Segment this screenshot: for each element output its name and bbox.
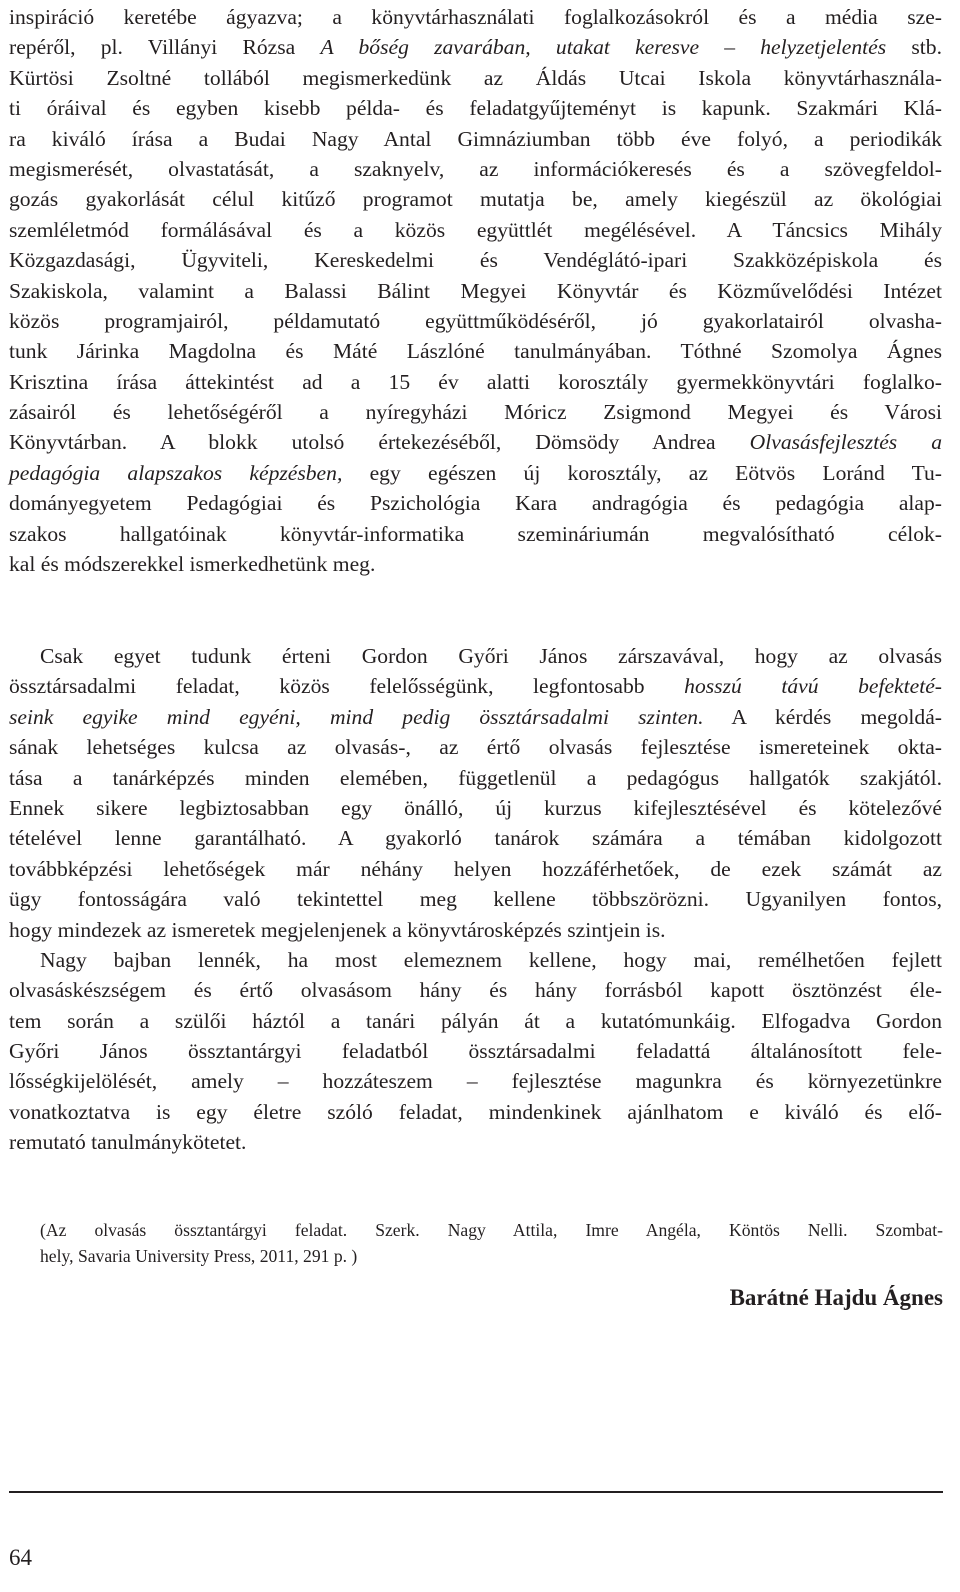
italic-text: Olvasásfejlesztés a — [749, 430, 942, 455]
paragraph-1-line — [9, 154, 942, 184]
paragraph-1-line — [9, 427, 942, 457]
paragraph-2-line — [9, 732, 942, 762]
paragraph-1-line — [9, 32, 942, 62]
footer-rule — [9, 1491, 943, 1493]
text-run: egy egészen új korosztály, az Eötvös Loránd Tu- — [342, 460, 942, 485]
citation-text — [40, 1217, 943, 1269]
text-run: stb. — [886, 35, 942, 60]
text-run: A kérdés megoldá- — [703, 704, 942, 729]
text-run: Közgazdasági, Ügyviteli, Kereskedelmi és Vendéglátó-ipari Szakközépiskola és — [9, 248, 942, 273]
paragraph-2-line — [9, 823, 942, 853]
text-run: továbbképzési lehetőségek már néhány helyen hozzáférhetőek, de ezek számát az — [9, 856, 942, 881]
text-run: vonatkoztatva is egy életre szóló feladat, mindenkinek ajánlhatom e kiváló és elő- — [9, 1099, 942, 1124]
text-run: szemléletmód formálásával és a közös együttlét megélésével. A Táncsics Mihály — [9, 217, 942, 242]
paragraph-3-line — [9, 975, 942, 1005]
review-author: Barátné Hajdu Ágnes — [729, 1285, 943, 1310]
paragraph-3-line — [9, 1006, 942, 1036]
body-text-block-2 — [9, 641, 942, 1158]
paragraph-2-line — [9, 915, 942, 945]
italic-text: seink egyike mind egyéni, mind pedig össztársadalmi szinten. — [9, 704, 704, 729]
paragraph-1-line — [9, 488, 942, 518]
text-run: tunk Járinka Magdolna és Máté Lászlóné tanulmányában. Tóthné Szomolya Ágnes — [9, 339, 942, 364]
paragraph-1-line — [9, 2, 942, 32]
paragraph-1-line — [9, 245, 942, 275]
text-run: Krisztina írása áttekintést ad a 15 év alatti korosztály gyermekkönyvtári foglalko- — [9, 369, 942, 394]
paragraph-1-line — [9, 458, 942, 488]
page-number: 64 — [9, 1545, 32, 1570]
paragraph-3-line — [9, 1127, 942, 1157]
text-run: lősségkijelölését, amely – hozzáteszem – fejlesztése magunkra és környezetünkre — [9, 1069, 942, 1094]
italic-text: hosszú távú befektеté- — [684, 674, 942, 699]
paragraph-1 — [9, 2, 942, 579]
text-run: Győri János össztantárgyi feladatból össztársadalmi feladattá általánosított fele- — [9, 1039, 942, 1064]
paragraph-2-line — [9, 641, 942, 671]
paragraph-1-line — [9, 397, 942, 427]
text-run: közös programjairól, példamutató együttműködéséről, jó gyakorlatairól olvasha- — [9, 308, 942, 333]
paragraph-2-line — [9, 884, 942, 914]
paragraph-2-line — [9, 793, 942, 823]
paragraph-1-line — [9, 184, 942, 214]
paragraph-2-line — [9, 671, 942, 701]
citation-line — [40, 1243, 943, 1269]
text-run: gozás gyakorlását célul kitűző programot mutatja be, amely kiegészül az ökológiai — [9, 187, 942, 212]
text-run: tem során a szülői háztól a tanári pályán át a kutatómunkáig. Elfogadva Gordon — [9, 1008, 942, 1033]
paragraph-1-line — [9, 93, 942, 123]
text-run: inspiráció keretébe ágyazva; a könyvtárhasználati foglalkozásokról és a média sze- — [9, 5, 942, 29]
paragraph-1-line — [9, 63, 942, 93]
italic-text: A bőség zavarában, utakat keresve – helyzetjelentés — [320, 35, 887, 60]
paragraph-3-line — [9, 1036, 942, 1066]
paragraph-1-line — [9, 306, 942, 336]
text-run: olvasáskészségem és értő olvasásom hány és hány forrásból kapott ösztönzést éle- — [9, 978, 942, 1003]
text-run: hely, Savaria University Press, 2011, 291 p. ) — [40, 1246, 358, 1266]
text-run: megismerését, olvastatását, a szaknyelv, az információkeresés és a szövegfeldol- — [9, 156, 942, 181]
paragraph-2-line — [9, 702, 942, 732]
paragraph-1-line — [9, 215, 942, 245]
paragraph-1-line — [9, 367, 942, 397]
text-run: sának lehetséges kulcsa az olvasás-, az értő olvasás fejlesztése ismereteinek okta- — [9, 735, 942, 760]
text-run: ti óráival és egyben kisebb példa- és feladatgyűjteményt is kapunk. Szakmári Klá- — [9, 96, 942, 121]
text-run: Szakiskola, valamint a Balassi Bálint Megyei Könyvtár és Közművelődési Intézet — [9, 278, 942, 303]
paragraph-1-line — [9, 276, 942, 306]
text-run: Könyvtárban. A blokk utolsó értekezéséből, Dömsödy Andrea — [9, 430, 750, 455]
text-run: Kürtösi Zsoltné tollából megismerkedünk az Áldás Utcai Iskola könyvtárhasználа- — [9, 65, 942, 90]
paragraph-3-line — [9, 1097, 942, 1127]
text-run: ügy fontosságára való tekintettel meg kellene többszörözni. Ugyanilyen fontos, — [9, 887, 942, 912]
paragraph-1-line — [9, 124, 942, 154]
text-run: remutató tanulmánykötetet. — [9, 1130, 247, 1155]
text-run: dományegyetem Pedagógiai és Pszichológia Kara andragógia és pedagógia alap- — [9, 491, 942, 516]
italic-text: pedagógia alapszakos képzésben, — [9, 460, 343, 485]
text-run: kal és módszerekkel ismerkedhetünk meg. — [9, 552, 376, 577]
paragraph-2-line — [9, 763, 942, 793]
text-run: zásairól és lehetőségéről a nyíregyházi Móricz Zsigmond Megyei és Városi — [9, 400, 942, 425]
body-text-block — [9, 2, 942, 579]
text-run: (Az olvasás össztantárgyi feladat. Szerk. Nagy Attila, Imre Angéla, Köntös Nelli. Szombat- — [40, 1220, 943, 1240]
paragraph-3-line — [9, 1066, 942, 1096]
paragraph-1-line — [9, 549, 942, 579]
paragraph-1-line — [9, 519, 942, 549]
text-run: Nagy bajban lennék, ha most elemeznem kellene, hogy mai, remélhetően fejlett — [40, 947, 942, 972]
text-run: Csak egyet tudunk érteni Gordon Győri János zárszavával, hogy az olvasás — [40, 644, 942, 668]
text-run: szakos hallgatóinak könyvtár-informatika szemináriumán megvalósítható célok- — [9, 521, 942, 546]
citation-line — [40, 1217, 943, 1243]
text-run: tételével lenne garantálható. A gyakorló tanárok számára a témában kidolgozott — [9, 826, 942, 851]
text-run: tása a tanárképzés minden elemében, függetlenül a pedagógus hallgatók szakjától. — [9, 765, 942, 790]
book-citation — [40, 1217, 943, 1269]
text-run: össztársadalmi feladat, közös felelősségünk, legfontosabb — [9, 674, 685, 699]
paragraph-3 — [9, 945, 942, 1158]
text-run: hogy mindezek az ismeretek megjelenjenek a könyvtárosképzés szintjein is. — [9, 917, 666, 942]
paragraph-1-line — [9, 336, 942, 366]
paragraph-2-line — [9, 854, 942, 884]
paragraph-3-line — [9, 945, 942, 975]
text-run: Ennek sikere legbiztosabban egy önálló, új kurzus kifejlesztésével és kötelezővé — [9, 795, 942, 820]
paragraph-2 — [9, 641, 942, 945]
text-run: repéről, pl. Villányi Rózsa — [9, 35, 321, 60]
text-run: ra kiváló írása a Budai Nagy Antal Gimnáziumban több éve folyó, a periodikák — [9, 126, 942, 151]
